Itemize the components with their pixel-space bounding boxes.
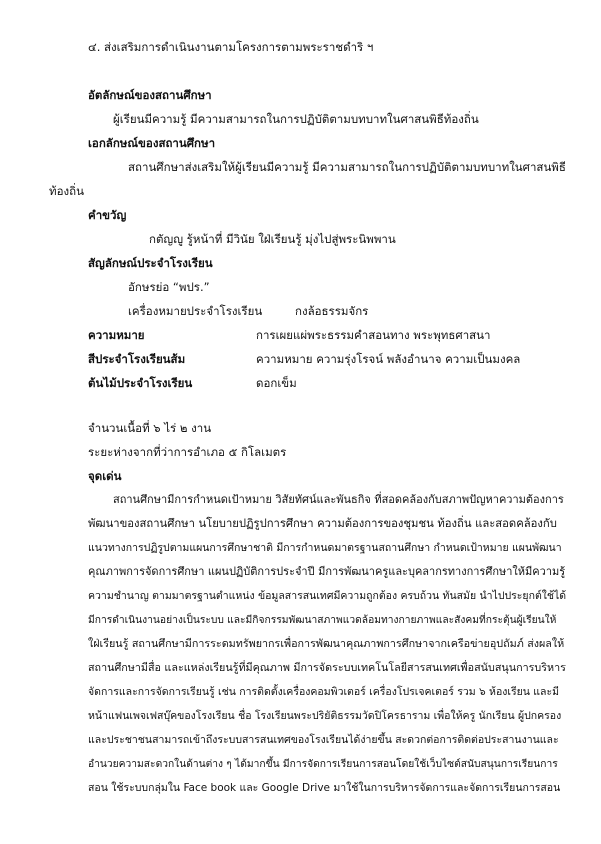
land-area: จำนวนเนื้อที่ ๖ ไร่ ๒ งาน bbox=[88, 421, 212, 435]
meaning-label: ความหมาย bbox=[88, 328, 145, 342]
school-tree-value: ดอกเข็ม bbox=[256, 376, 297, 390]
uniqueness-heading: เอกลักษณ์ของสถานศึกษา bbox=[88, 136, 216, 150]
school-color-label: สีประจำโรงเรียนส้ม bbox=[88, 352, 186, 366]
school-tree-label: ต้นไม้ประจำโรงเรียน bbox=[88, 376, 193, 390]
highlight-paragraph-line: และประชาชนสามารถเข้าถึงระบบสารสนเทศของโรงเรียนได้ง่ายขึ้น สะดวกต่อการติดต่อประสานงานและ bbox=[88, 734, 559, 746]
uniqueness-text-line1: สถานศึกษาส่งเสริมให้ผู้เรียนมีความรู้ มีความสามารถในการปฏิบัติตามบทบาทในศาสนพิธี bbox=[128, 160, 566, 174]
identity-text: ผู้เรียนมีความรู้ มีความสามารถในการปฏิบัติตามบทบาทในศาสนพิธีท้องถิ่น bbox=[113, 112, 479, 126]
uniqueness-text-line2: ท้องถิ่น bbox=[49, 184, 84, 198]
motto-heading: คำขวัญ bbox=[88, 208, 127, 222]
highlight-paragraph-line: อำนวยความสะดวกในด้านต่าง ๆ ได้มากขึ้น มีการจัดการเรียนการสอนโดยใช้เว็บไซต์สนับสนุนการเรียนการ bbox=[88, 758, 558, 770]
symbol-abbreviation: อักษรย่อ “พปร.” bbox=[128, 280, 210, 294]
highlight-paragraph-line: สอน ใช้ระบบกลุ่มใน Face book และ Google Drive มาใช้ในการบริหารจัดการและจัดการเรียนการสอน bbox=[88, 782, 561, 794]
highlight-paragraph-line: จัดการและการจัดการเรียนรู้ เช่น การติดตั้งเครื่องคอมพิวเตอร์ เครื่องโปรเจคเตอร์ รวม ๖ ห้องเรียน และมี bbox=[88, 686, 560, 698]
distance-to-district: ระยะห่างจากที่ว่าการอำเภอ ๕ กิโลเมตร bbox=[88, 445, 287, 459]
highlight-paragraph-line: แนวทางการปฏิรูปตามแผนการศึกษาชาติ มีการกำหนดมาตรฐานสถานศึกษา กำหนดเป้าหมาย แผนพัฒนา bbox=[88, 542, 562, 554]
highlight-paragraph-line: มีการดำเนินงานอย่างเป็นระบบ และมีกิจกรรมพัฒนาสภาพแวดล้อมทางกายภาพและสังคมที่กระตุ้นผู้เรียนให้ bbox=[88, 614, 557, 626]
identity-heading: อัตลักษณ์ของสถานศึกษา bbox=[88, 88, 212, 102]
highlight-paragraph-line: สถานศึกษามีสื่อ และแหล่งเรียนรู้ที่มีคุณภาพ มีการจัดระบบเทคโนโลยีสารสนเทศเพื่อสนับสนุนการบริหาร bbox=[88, 661, 566, 674]
symbol-heading: สัญลักษณ์ประจำโรงเรียน bbox=[88, 256, 213, 270]
highlight-paragraph-line: คุณภาพการจัดการศึกษา แผนปฏิบัติการประจำปี มีการพัฒนาครูและบุคลากรทางการศึกษาให้มีความรู้ bbox=[88, 565, 566, 578]
item-4-text: ๔. ส่งเสริมการดำเนินงานตามโครงการตามพระราชดำริ ฯ bbox=[88, 40, 374, 54]
emblem-value: กงล้อธรรมจักร bbox=[295, 304, 369, 318]
highlight-paragraph-line: สถานศึกษามีการกำหนดเป้าหมาย วิสัยทัศน์และพันธกิจ ที่สอดคล้องกับสภาพปัญหาความต้องการ bbox=[113, 493, 564, 506]
school-color-value: ความหมาย ความรุ่งโรจน์ พลังอำนาจ ความเป็นมงคล bbox=[256, 352, 521, 366]
highlight-paragraph-line: ความชำนาญ ตามมาตรฐานตำแหน่ง ข้อมูลสารสนเทศมีความถูกต้อง ครบถ้วน ทันสมัย นำไปประยุกต์ใช้ได้ bbox=[88, 590, 567, 602]
meaning-value: การเผยแผ่พระธรรมคำสอนทาง พระพุทธศาสนา bbox=[256, 328, 491, 342]
emblem-label: เครื่องหมายประจำโรงเรียน bbox=[128, 304, 263, 318]
highlight-heading: จุดเด่น bbox=[88, 469, 122, 483]
highlight-paragraph-line: หน้าแฟนเพจเฟสบุ๊คของโรงเรียน ชื่อ โรงเรียนพระปริยัติธรรมวัดปิโครธาราม เพื่อให้ครู นักเรียน ผู้ปกครอง bbox=[88, 710, 562, 722]
highlight-paragraph-line: ใฝ่เรียนรู้ สถานศึกษามีการระดมทรัพยากรเพื่อการพัฒนาคุณภาพการศึกษาจากเครือข่ายอุปถัมภ์ ส่งผลให้ bbox=[88, 637, 565, 650]
highlight-paragraph-line: พัฒนาของสถานศึกษา นโยบายปฏิรูปการศึกษา ความต้องการของชุมชน ท้องถิ่น และสอดคล้องกับ bbox=[88, 517, 557, 530]
motto-text: กตัญญู รู้หน้าที่ มีวินัย ใฝ่เรียนรู้ มุ่งไปสู่พระนิพพาน bbox=[149, 232, 396, 246]
